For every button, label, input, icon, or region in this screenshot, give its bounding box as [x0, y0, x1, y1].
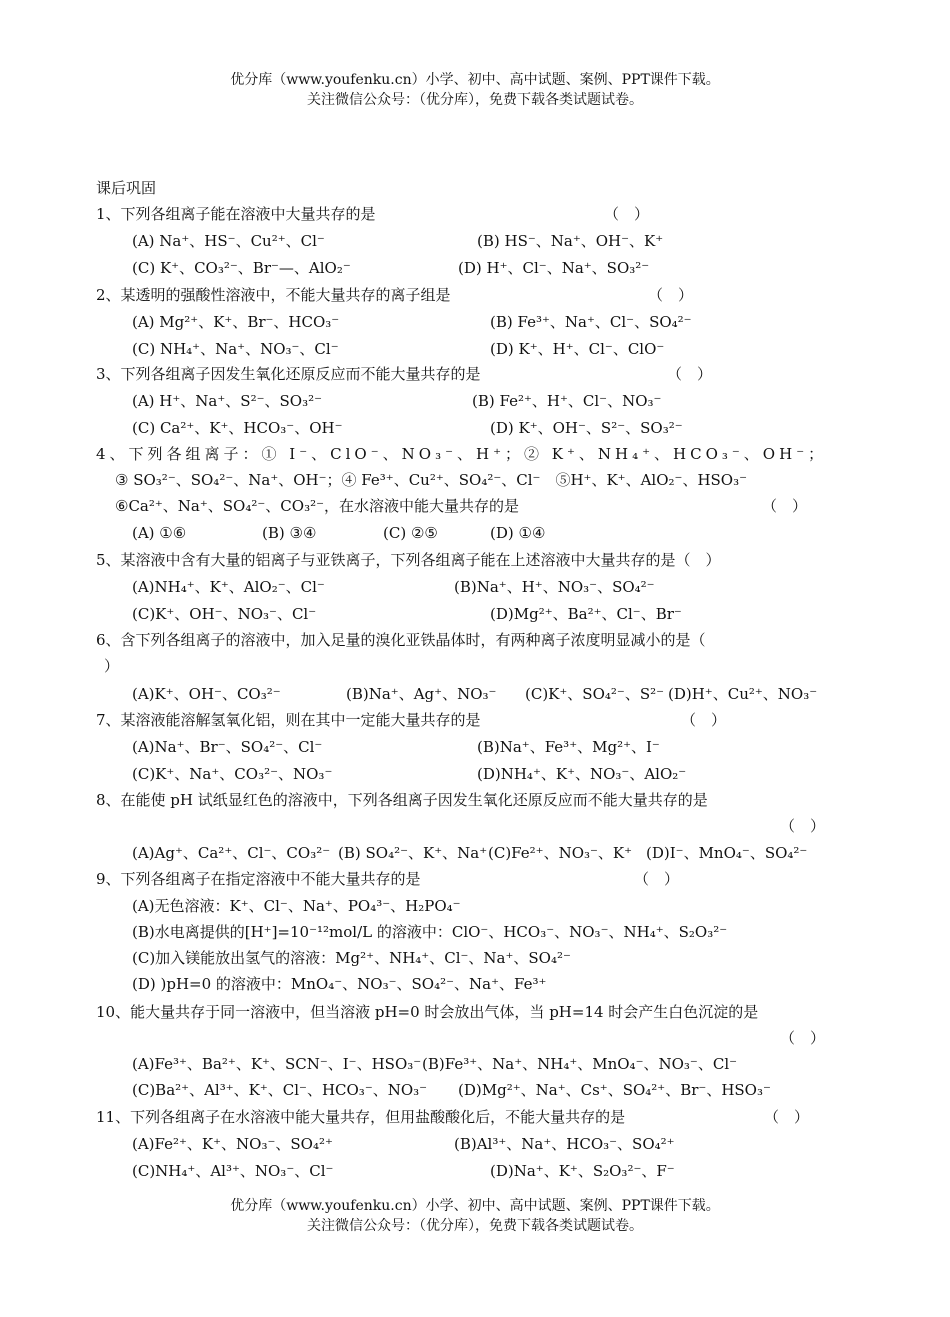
answer-blank: （ ） [648, 286, 694, 304]
question-10: 10、能大量共存于同一溶液中，但当溶液 pH=0 时会放出气体，当 pH=14 时会产生白色沉淀的是 [96, 1003, 759, 1021]
option-11b: (B)Al³⁺、Na⁺、HCO₃⁻、SO₄²⁺ [454, 1135, 675, 1153]
footer-line-2: 关注微信公众号：（优分库），免费下载各类试题试卷。 [307, 1218, 643, 1234]
option-10a: (A)Fe³⁺、Ba²⁺、K⁺、SCN⁻、I⁻、HSO₃⁻ [132, 1055, 422, 1073]
option-3d: (D) K⁺、OH⁻、S²⁻、SO₃²⁻ [490, 419, 683, 437]
option-11d: (D)Na⁺、K⁺、S₂O₃²⁻、F⁻ [490, 1162, 675, 1180]
footer-line-1: 优分库（www.youfenku.cn）小学、初中、高中试题、案例、PPT课件下载。 [230, 1198, 720, 1214]
question-8: 8、在能使 pH 试纸显红色的溶液中，下列各组离子因发生氧化还原反应而不能大量共存的是 [96, 791, 708, 809]
option-10d: (D)Mg²⁺、Na⁺、Cs⁺、SO₄²⁺、Br⁻、HSO₃⁻ [458, 1081, 771, 1099]
option-11a: (A)Fe²⁺、K⁺、NO₃⁻、SO₄²⁺ [132, 1135, 333, 1153]
option-6a: (A)K⁺、OH⁻、CO₃²⁻ [132, 685, 281, 703]
question-1: 1、下列各组离子能在溶液中大量共存的是 [96, 205, 376, 223]
option-1d: (D) H⁺、Cl⁻、Na⁺、SO₃²⁻ [458, 259, 650, 277]
answer-blank: （ ） [762, 497, 808, 515]
header-line-1: 优分库（www.youfenku.cn）小学、初中、高中试题、案例、PPT课件下载。 [230, 72, 720, 88]
option-6b: (B)Na⁺、Ag⁺、NO₃⁻ [346, 685, 497, 703]
option-9a: (A)无色溶液：K⁺、Cl⁻、Na⁺、PO₄³⁻、H₂PO₄⁻ [132, 897, 461, 915]
option-8a: (A)Ag⁺、Ca²⁺、Cl⁻、CO₃²⁻ [132, 844, 331, 862]
question-5: 5、某溶液中含有大量的铝离子与亚铁离子，下列各组离子能在上述溶液中大量共存的是（ ） [96, 551, 721, 569]
option-3c: (C) Ca²⁺、K⁺、HCO₃⁻、OH⁻ [132, 419, 343, 437]
option-7a: (A)Na⁺、Br⁻、SO₄²⁻、Cl⁻ [132, 738, 323, 756]
option-4c: (C) ②⑤ [383, 524, 438, 542]
option-6c: (C)K⁺、SO₄²⁻、S²⁻ [525, 685, 665, 703]
question-9: 9、下列各组离子在指定溶液中不能大量共存的是 [96, 870, 421, 888]
answer-blank: （ ） [764, 1108, 810, 1126]
answer-blank: （ ） [667, 365, 713, 383]
option-7b: (B)Na⁺、Fe³⁺、Mg²⁺、I⁻ [477, 738, 660, 756]
option-1a: (A) Na⁺、HS⁻、Cu²⁺、Cl⁻ [132, 232, 325, 250]
option-6d: (D)H⁺、Cu²⁺、NO₃⁻ [668, 685, 818, 703]
option-4a: (A) ①⑥ [132, 524, 187, 542]
option-9c: (C)加入镁能放出氢气的溶液：Mg²⁺、NH₄⁺、Cl⁻、Na⁺、SO₄²⁻ [132, 949, 571, 967]
option-8b: (B) SO₄²⁻、K⁺、Na⁺ [338, 844, 488, 862]
question-4-cont-1: ③ SO₃²⁻、SO₄²⁻、Na⁺、OH⁻；④ Fe³⁺、Cu²⁺、SO₄²⁻、Cl⁻ ⑤H⁺、K⁺、AlO₂⁻、HSO₃⁻ [115, 471, 748, 489]
answer-blank: （ ） [604, 205, 650, 223]
option-11c: (C)NH₄⁺、Al³⁺、NO₃⁻、Cl⁻ [132, 1162, 334, 1180]
option-8d: (D)I⁻、MnO₄⁻、SO₄²⁻ [646, 844, 808, 862]
question-2: 2、某透明的强酸性溶液中，不能大量共存的离子组是 [96, 286, 451, 304]
answer-blank: （ ） [780, 817, 826, 835]
option-5d: (D)Mg²⁺、Ba²⁺、Cl⁻、Br⁻ [490, 605, 682, 623]
option-8c: (C)Fe²⁺、NO₃⁻、K⁺ [488, 844, 633, 862]
option-9d: (D) )pH=0 的溶液中：MnO₄⁻、NO₃⁻、SO₄²⁻、Na⁺、Fe³⁺ [132, 975, 547, 993]
answer-blank: （ ） [681, 711, 727, 729]
question-6: 6、含下列各组离子的溶液中，加入足量的溴化亚铁晶体时，有两种离子浓度明显减小的是（ [96, 631, 706, 649]
question-6-paren: ） [104, 657, 120, 675]
page-footer [0, 1196, 950, 1236]
question-11: 11、下列各组离子在水溶液中能大量共存，但用盐酸酸化后，不能大量共存的是 [96, 1108, 626, 1126]
option-5c: (C)K⁺、OH⁻、NO₃⁻、Cl⁻ [132, 605, 317, 623]
header-line-2: 关注微信公众号：（优分库），免费下载各类试题试卷。 [307, 92, 643, 108]
option-4d: (D) ①④ [490, 524, 546, 542]
option-7d: (D)NH₄⁺、K⁺、NO₃⁻、AlO₂⁻ [477, 765, 687, 783]
option-4b: (B) ③④ [262, 524, 317, 542]
answer-blank: （ ） [780, 1029, 826, 1047]
option-2a: (A) Mg²⁺、K⁺、Br⁻、HCO₃⁻ [132, 313, 340, 331]
option-7c: (C)K⁺、Na⁺、CO₃²⁻、NO₃⁻ [132, 765, 333, 783]
option-9b: (B)水电离提供的[H⁺]=10⁻¹²mol/L 的溶液中：ClO⁻、HCO₃⁻、NO₃⁻、NH₄⁺、S₂O₃²⁻ [132, 923, 728, 941]
page-header [0, 70, 950, 110]
question-4-cont-2: ⑥Ca²⁺、Na⁺、SO₄²⁻、CO₃²⁻，在水溶液中能大量共存的是 [115, 497, 520, 515]
option-10b: (B)Fe³⁺、Na⁺、NH₄⁺、MnO₄⁻、NO₃⁻、Cl⁻ [422, 1055, 738, 1073]
option-2c: (C) NH₄⁺、Na⁺、NO₃⁻、Cl⁻ [132, 340, 339, 358]
option-5b: (B)Na⁺、H⁺、NO₃⁻、SO₄²⁻ [454, 578, 655, 596]
option-3a: (A) H⁺、Na⁺、S²⁻、SO₃²⁻ [132, 392, 323, 410]
option-1c: (C) K⁺、CO₃²⁻、Br⁻—、AlO₂⁻ [132, 259, 351, 277]
answer-blank: （ ） [634, 870, 680, 888]
option-10c: (C)Ba²⁺、Al³⁺、K⁺、Cl⁻、HCO₃⁻、NO₃⁻ [132, 1081, 428, 1099]
option-2d: (D) K⁺、H⁺、Cl⁻、ClO⁻ [490, 340, 665, 358]
section-title: 课后巩固 [96, 179, 157, 197]
option-5a: (A)NH₄⁺、K⁺、AlO₂⁻、Cl⁻ [132, 578, 325, 596]
option-2b: (B) Fe³⁺、Na⁺、Cl⁻、SO₄²⁻ [490, 313, 692, 331]
option-1b: (B) HS⁻、Na⁺、OH⁻、K⁺ [477, 232, 664, 250]
question-4: 4、下列各组离子：① I⁻、ClO⁻、NO₃⁻、H⁺；② K⁺、NH₄⁺、HCO₃⁻、OH⁻； [96, 445, 828, 463]
question-3: 3、下列各组离子因发生氧化还原反应而不能大量共存的是 [96, 365, 481, 383]
question-7: 7、某溶液能溶解氢氧化铝，则在其中一定能大量共存的是 [96, 711, 481, 729]
option-3b: (B) Fe²⁺、H⁺、Cl⁻、NO₃⁻ [472, 392, 662, 410]
